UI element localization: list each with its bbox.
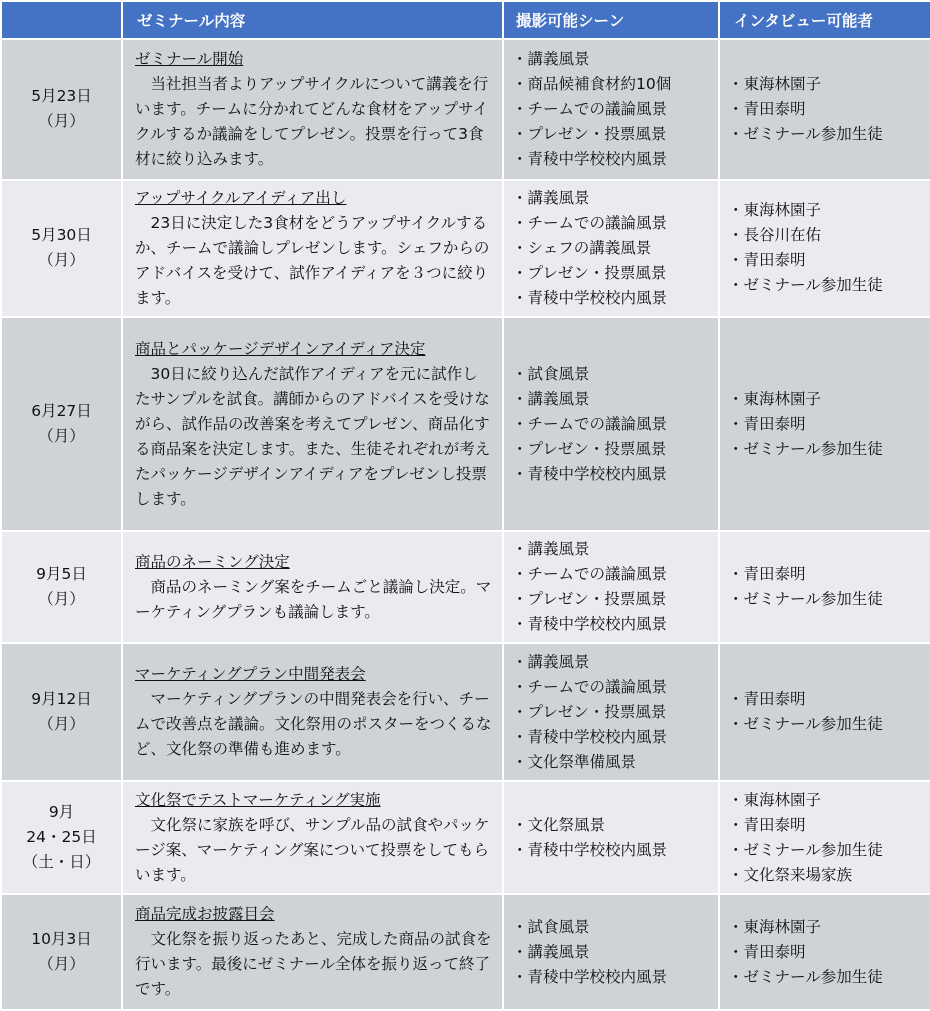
scene-item: ・ チームでの議論風景 <box>512 675 718 700</box>
scene-item: ・ プレゼン・投票風景 <box>512 700 718 725</box>
session-title: 文化祭でテストマーケティング実施 <box>135 790 381 809</box>
content-cell <box>122 781 503 894</box>
scene-item: ・ 青稜中学校校内風景 <box>512 462 718 487</box>
scenes-cell <box>503 317 719 531</box>
header-row <box>1 1 930 39</box>
session-description: 商品のネーミング案をチームごと議論し決定。マーケティングプランも議論します。 <box>135 577 492 621</box>
date-line: 5月30日 <box>31 226 92 245</box>
interviewee-item: ・ ゼミナール参加生徒 <box>728 965 930 990</box>
scene-item: ・ プレゼン・投票風景 <box>512 437 718 462</box>
scene-item: ・ 青稜中学校校内風景 <box>512 147 718 172</box>
content-cell <box>122 317 503 531</box>
header-content: ゼミナール内容 <box>122 1 503 39</box>
session-description: マーケティングプランの中間発表会を行い、チームで改善点を議論。文化祭用のポスターをつくるなど、文化祭の準備も進めます。 <box>135 690 492 759</box>
interviewee-item: ・ ゼミナール参加生徒 <box>728 587 930 612</box>
interviewees-cell <box>719 643 930 781</box>
date-line: 10月3日 <box>31 930 92 949</box>
interviewee-item: ・ 東海林園子 <box>728 72 930 97</box>
content-cell <box>122 180 503 318</box>
interviewee-item: ・ ゼミナール参加生徒 <box>728 437 930 462</box>
interviewee-item: ・ 青田泰明 <box>728 562 930 587</box>
interviewee-item: ・ 東海林園子 <box>728 915 930 940</box>
session-title: 商品のネーミング決定 <box>135 552 290 571</box>
interviewee-item: ・ 東海林園子 <box>728 387 930 412</box>
scene-item: ・ チームでの議論風景 <box>512 211 718 236</box>
interviewees-cell <box>719 317 930 531</box>
table-row <box>1 643 930 781</box>
session-title: 商品完成お披露目会 <box>135 905 275 924</box>
scene-item: ・ 青稜中学校校内風景 <box>512 286 718 311</box>
interviewee-item: ・ 青田泰明 <box>728 813 930 838</box>
date-line: （土・日） <box>22 853 101 872</box>
scene-item: ・ チームでの議論風景 <box>512 412 718 437</box>
date-cell <box>1 531 122 643</box>
session-title: ゼミナール開始 <box>135 49 244 68</box>
interviewee-item: ・ 青田泰明 <box>728 687 930 712</box>
scene-item: ・ チームでの議論風景 <box>512 562 718 587</box>
date-line: （月） <box>38 112 85 131</box>
scene-item: ・ 講義風景 <box>512 537 718 562</box>
scenes-cell <box>503 180 719 318</box>
scene-item: ・ 文化祭風景 <box>512 813 718 838</box>
scenes-cell <box>503 39 719 180</box>
date-cell <box>1 894 122 1010</box>
date-line: （月） <box>38 590 85 609</box>
session-title: アップサイクルアイディア出し <box>135 188 347 207</box>
date-line: 24・25日 <box>26 828 97 847</box>
interviewee-item: ・ 青田泰明 <box>728 412 930 437</box>
interviewee-item: ・ 東海林園子 <box>728 198 930 223</box>
date-cell <box>1 180 122 318</box>
date-cell <box>1 317 122 531</box>
scene-item: ・ 商品候補食材約10個 <box>512 72 718 97</box>
content-cell <box>122 643 503 781</box>
session-description: 文化祭を振り返ったあと、完成した商品の試食を行います。最後にゼミナール全体を振り返って終了です。 <box>135 930 492 999</box>
scene-item: ・ チームでの議論風景 <box>512 97 718 122</box>
date-line: 6月27日 <box>31 402 92 421</box>
interviewee-item: ・ ゼミナール参加生徒 <box>728 122 930 147</box>
scene-item: ・ プレゼン・投票風景 <box>512 122 718 147</box>
content-cell <box>122 531 503 643</box>
interviewee-item: ・ 文化祭来場家族 <box>728 863 930 888</box>
scenes-cell <box>503 643 719 781</box>
date-line: （月） <box>38 715 85 734</box>
header-scenes: 撮影可能シーン <box>503 1 719 39</box>
date-line: 9月5日 <box>36 565 87 584</box>
header-date <box>1 1 122 39</box>
date-line: 9月12日 <box>31 690 92 709</box>
table-row <box>1 894 930 1010</box>
header-interviewees: インタビュー可能者 <box>719 1 930 39</box>
scene-item: ・ 試食風景 <box>512 915 718 940</box>
scene-item: ・ 青稜中学校校内風景 <box>512 965 718 990</box>
date-cell <box>1 781 122 894</box>
date-line: 5月23日 <box>31 87 92 106</box>
scenes-cell <box>503 781 719 894</box>
table-row <box>1 781 930 894</box>
session-description: 当社担当者よりアップサイクルについて講義を行います。チームに分かれてどんな食材をアップサイクルするか議論をしてプレゼン。投票を行って3食材に絞り込みます。 <box>135 74 489 168</box>
interviewee-item: ・ 青田泰明 <box>728 97 930 122</box>
session-title: マーケティングプラン中間発表会 <box>135 665 366 684</box>
scene-item: ・ プレゼン・投票風景 <box>512 261 718 286</box>
table-row <box>1 180 930 318</box>
interviewee-item: ・ ゼミナール参加生徒 <box>728 273 930 298</box>
table-row <box>1 39 930 180</box>
date-line: （月） <box>38 251 85 270</box>
session-title: 商品とパッケージデザインアイディア決定 <box>135 339 426 358</box>
scene-item: ・ 文化祭準備風景 <box>512 750 718 775</box>
date-line: 9月 <box>48 803 75 822</box>
interviewee-item: ・ ゼミナール参加生徒 <box>728 712 930 737</box>
content-cell <box>122 894 503 1010</box>
scenes-cell <box>503 894 719 1010</box>
interviewees-cell <box>719 531 930 643</box>
interviewee-item: ・ ゼミナール参加生徒 <box>728 838 930 863</box>
interviewee-item: ・ 青田泰明 <box>728 248 930 273</box>
interviewees-cell <box>719 781 930 894</box>
interviewee-item: ・ 青田泰明 <box>728 940 930 965</box>
table-row <box>1 531 930 643</box>
scene-item: ・ シェフの講義風景 <box>512 236 718 261</box>
date-cell <box>1 39 122 180</box>
table-row <box>1 317 930 531</box>
scene-item: ・ 講義風景 <box>512 47 718 72</box>
interviewees-cell <box>719 39 930 180</box>
scene-item: ・ 講義風景 <box>512 650 718 675</box>
date-line: （月） <box>38 955 85 974</box>
session-description: 23日に決定した3食材をどうアップサイクルするか、チームで議論しプレゼンします。シェフからのアドバイスを受けて、試作アイディアを３つに絞ります。 <box>135 213 490 307</box>
session-description: 30日に絞り込んだ試作アイディアを元に試作したサンプルを試食。講師からのアドバイスを受けながら、試作品の改善案を考えてプレゼン、商品化する商品案を決定します。また、生徒それぞれが考えたパッケージデザインアイディアをプレゼンし投票します。 <box>135 364 491 508</box>
interviewee-item: ・ 長谷川在佑 <box>728 223 930 248</box>
scene-item: ・ プレゼン・投票風景 <box>512 587 718 612</box>
content-cell <box>122 39 503 180</box>
scene-item: ・ 青稜中学校校内風景 <box>512 612 718 637</box>
interviewee-item: ・ 東海林園子 <box>728 788 930 813</box>
scene-item: ・ 試食風景 <box>512 362 718 387</box>
scene-item: ・ 講義風景 <box>512 186 718 211</box>
interviewees-cell <box>719 180 930 318</box>
date-cell <box>1 643 122 781</box>
date-line: （月） <box>38 427 85 446</box>
session-description: 文化祭に家族を呼び、サンプル品の試食やパッケージ案、マーケティング案について投票をしてもらいます。 <box>135 815 490 884</box>
scene-item: ・ 青稜中学校校内風景 <box>512 725 718 750</box>
scene-item: ・ 講義風景 <box>512 387 718 412</box>
scenes-cell <box>503 531 719 643</box>
interviewees-cell <box>719 894 930 1010</box>
scene-item: ・ 講義風景 <box>512 940 718 965</box>
scene-item: ・ 青稜中学校校内風景 <box>512 838 718 863</box>
